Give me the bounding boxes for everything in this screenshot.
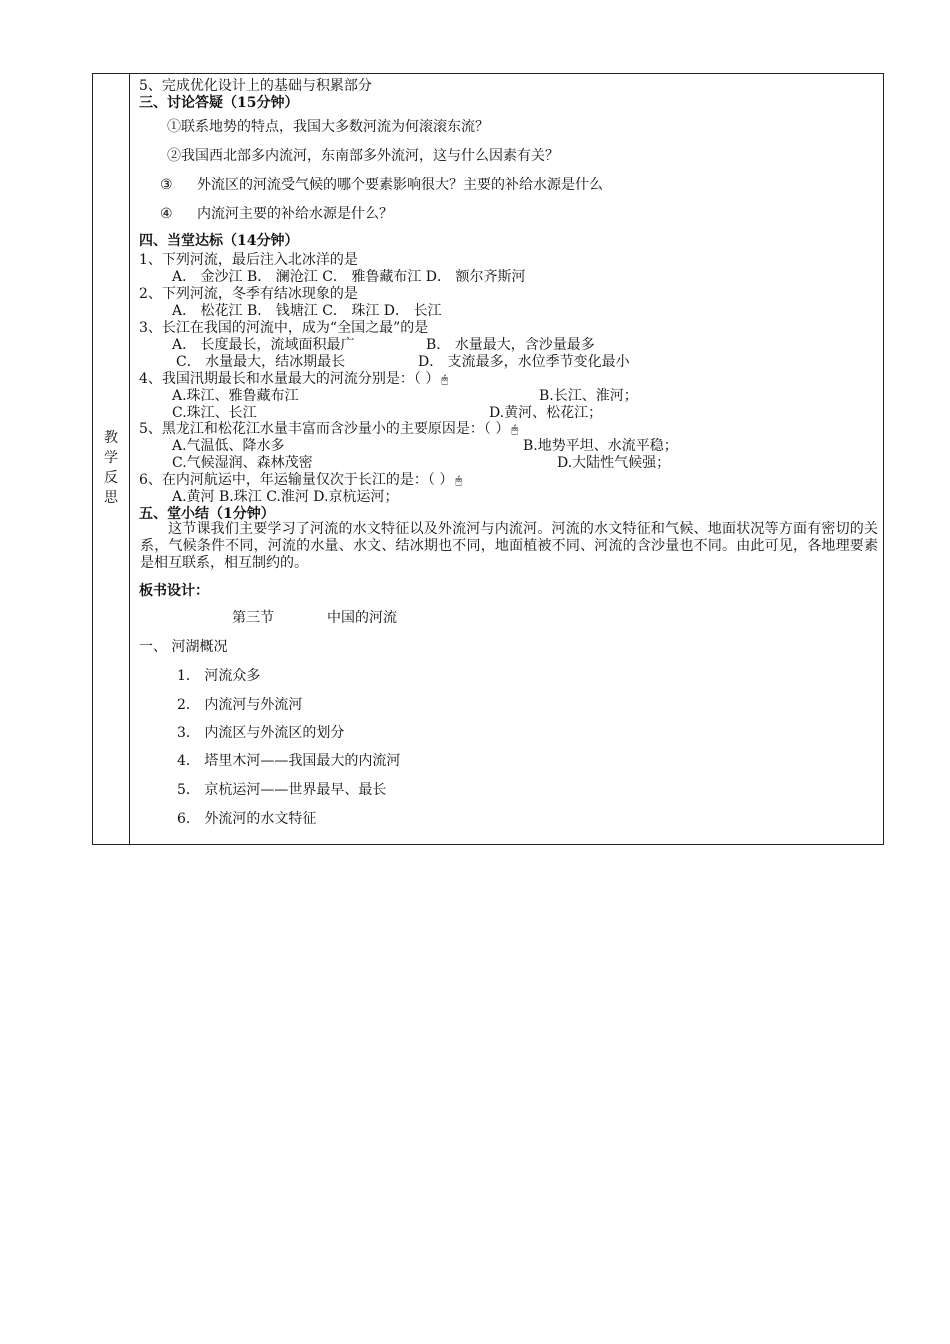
test-5-option-b: B.地势平坦、水流平稳； xyxy=(523,438,678,454)
test-3: 3、长江在我国的河流中，成为“全国之最”的是 xyxy=(139,320,429,336)
test-4-option-b: B.长江、淮河； xyxy=(539,388,638,404)
test-3-option-b: B． 水量最大，含沙量最多 xyxy=(426,337,595,353)
mouse-icon: 🖱 xyxy=(455,474,462,487)
question-3-number: ③ xyxy=(160,177,173,193)
test-1-options: A． 金沙江 B． 澜沧江 C． 雅鲁藏布江 D． 额尔齐斯河 xyxy=(172,269,526,285)
test-3-option-d: D． 支流最多，水位季节变化最小 xyxy=(418,354,630,370)
board-heading-title: 中国的河流 xyxy=(327,610,397,626)
test-5-option-a: A.气温低、降水多 xyxy=(172,438,285,454)
question-3-text: 外流区的河流受气候的哪个要素影响很大？主要的补给水源是什么 xyxy=(197,177,603,193)
test-2-options: A． 松花江 B． 钱塘江 C． 珠江 D． 长江 xyxy=(172,303,442,319)
test-5-option-d: D.大陆性气候强； xyxy=(557,455,671,471)
board-title: 板书设计： xyxy=(139,583,209,599)
test-3-option-c: C． 水量最大，结冰期最长 xyxy=(176,354,346,370)
test-4-option-a: A.珠江、雅鲁藏布江 xyxy=(172,388,299,404)
board-heading-section: 第三节 xyxy=(232,610,274,626)
board-item: 1． 河流众多 xyxy=(177,668,261,684)
summary-title: 五、堂小结（1分钟） xyxy=(139,506,275,522)
test-3-option-a: A． 长度最长，流域面积最广 xyxy=(172,337,355,353)
discussion-title: 三、讨论答疑（15分钟） xyxy=(139,95,299,111)
test-6-options: A.黄河 B.珠江 C.淮河 D.京杭运河； xyxy=(172,489,399,505)
mouse-icon: 🖱 xyxy=(441,373,448,386)
board-subheading: 一、 河湖概况 xyxy=(139,639,228,655)
question-4-number: ④ xyxy=(160,206,173,222)
question-2: ②我国西北部多内流河，东南部多外流河，这与什么因素有关？ xyxy=(167,148,559,164)
board-item: 6． 外流河的水文特征 xyxy=(177,811,317,827)
test-5-option-c: C.气候湿润、森林茂密 xyxy=(172,455,313,471)
board-item: 5． 京杭运河——世界最早、最长 xyxy=(177,782,387,798)
test-5: 5、黑龙江和松花江水量丰富而含沙量小的主要原因是：（ ） 🖱 xyxy=(139,421,518,437)
item-5: 5、完成优化设计上的基础与积累部分 xyxy=(139,78,372,94)
board-item: 2． 内流河与外流河 xyxy=(177,697,303,713)
test-4-option-d: D.黄河、松花江； xyxy=(489,405,603,421)
test-2: 2、下列河流，冬季有结冰现象的是 xyxy=(139,286,358,302)
board-item: 3． 内流区与外流区的划分 xyxy=(177,725,345,741)
question-1: ①联系地势的特点，我国大多数河流为何滚滚东流？ xyxy=(167,119,489,135)
mouse-icon: 🖱 xyxy=(511,423,518,436)
test-title: 四、当堂达标（14分钟） xyxy=(139,233,299,249)
test-6: 6、在内河航运中，年运输量仅次于长江的是：（ ） 🖱 xyxy=(139,472,462,488)
side-column xyxy=(93,74,130,844)
summary-text: 这节课我们主要学习了河流的水文特征以及外流河与内流河。河流的水文特征和气候、地面状况等方面有密切的关系，气候条件不同，河流的水量、水文、结冰期也不同，地面植被不同、河流的含沙量也不同。由此可见，各地理要素是相互联系，相互制约的。 xyxy=(140,521,878,571)
test-4: 4、我国汛期最长和水量最大的河流分别是：（ ） 🖱 xyxy=(139,371,448,387)
board-item: 4． 塔里木河——我国最大的内流河 xyxy=(177,753,401,769)
question-4-text: 内流河主要的补给水源是什么？ xyxy=(197,206,393,222)
side-label: 教学反思 xyxy=(104,430,118,506)
test-4-option-c: C.珠江、长江 xyxy=(172,405,257,421)
test-1: 1、下列河流，最后注入北冰洋的是 xyxy=(139,252,358,268)
